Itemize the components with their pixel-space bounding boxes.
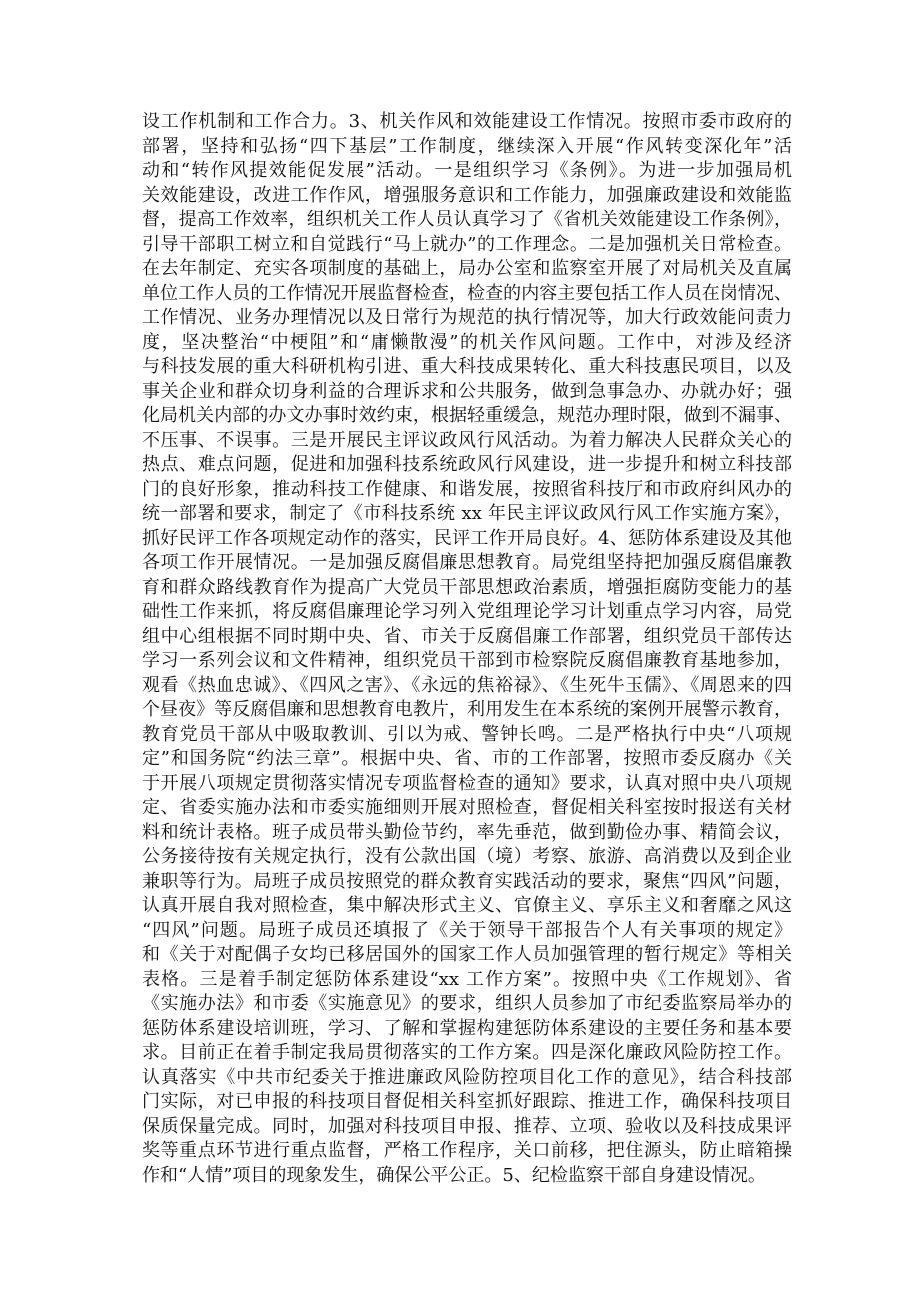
text-line: 度，坚决整治“中梗阻”和“庸懒散漫”的机关作风问题。工作中，对涉及经济: [142, 331, 792, 353]
text-line: 化局机关内部的办文办事时效约束，根据轻重缓急，规范办理时限，做到不漏事、: [142, 405, 792, 426]
text-line: 和《关于对配偶子女均已移居国外的国家工作人员加强管理的暂行规定》等相关: [142, 944, 792, 965]
text-line: 动和“转作风提效能促发展”活动。一是组织学习《条例》。为进一步加强局机: [142, 160, 792, 181]
text-line: 个昼夜》等反腐倡廉和思想教育电教片，利用发生在本系统的案例开展警示教育，: [142, 699, 792, 720]
text-line: “四风”问题。局班子成员还填报了《关于领导干部报告个人有关事项的规定》: [142, 919, 792, 941]
text-line: 门实际，对已申报的科技项目督促相关科室抓好跟踪、推进工作，确保科技项目: [142, 1091, 792, 1112]
text-line: 育和群众路线教育作为提高广大党员干部思想政治素质，增强拒腐防变能力的基: [142, 576, 792, 598]
text-line: 于开展八项规定贯彻落实情况专项监督检查的通知》要求，认真对照中央八项规: [142, 772, 792, 794]
text-line: 教育党员干部从中吸取教训、引以为戒、警钟长鸣。二是严格执行中央“八项规: [142, 723, 792, 745]
text-line: 与科技发展的重大科研机构引进、重大科技成果转化、重大科技惠民项目，以及: [142, 356, 792, 377]
text-line: 单位工作人员的工作情况开展监督检查，检查的内容主要包括工作人员在岗情况、: [142, 282, 792, 304]
text-line: 公务接待按有关规定执行，没有公款出国（境）考察、旅游、高消费以及到企业: [142, 846, 792, 867]
text-line: 认真落实《中共市纪委关于推进廉政风险防控项目化工作的意见》，结合科技部: [142, 1066, 792, 1088]
text-line: 观看《热血忠诚》、《四风之害》、《永远的焦裕禄》、《生死牛玉儒》、《周恩来的四: [142, 674, 792, 696]
text-line: 在去年制定、充实各项制度的基础上，局办公室和监察室开展了对局机关及直属: [142, 258, 792, 279]
text-line: 设工作机制和工作合力。3、机关作风和效能建设工作情况。按照市委市政府的: [142, 111, 792, 132]
text-line: 督，提高工作效率，组织机关工作人员认真学习了《省机关效能建设工作条例》，: [142, 209, 792, 230]
text-line: 惩防体系建设培训班，学习、了解和掌握构建惩防体系建设的主要任务和基本要: [142, 1017, 792, 1039]
text-line: 求。目前正在着手制定我局贯彻落实的工作方案。四是深化廉政风险防控工作。: [142, 1042, 792, 1063]
text-line: 引导干部职工树立和自觉践行“马上就办”的工作理念。二是加强机关日常检查。: [142, 233, 792, 255]
text-line: 保质保量完成。同时，加强对科技项目申报、推荐、立项、验收以及科技成果评: [142, 1115, 792, 1137]
document-body: [142, 110, 792, 1188]
text-line: 部署，坚持和弘扬“四下基层”工作制度，继续深入开展“作风转变深化年”活: [142, 135, 792, 157]
text-line: 作和“人情”项目的现象发生，确保公平公正。5、纪检监察干部自身建设情况。: [142, 1164, 766, 1186]
text-line: 兼职等行为。局班子成员按照党的群众教育实践活动的要求，聚焦“四风”问题，: [142, 870, 792, 892]
text-line: 组中心组根据不同时期中央、省、市关于反腐倡廉工作部署，组织党员干部传达: [142, 625, 792, 647]
text-line: 门的良好形象，推动科技工作健康、和谐发展，按照省科技厅和市政府纠风办的: [142, 478, 792, 500]
text-line: 础性工作来抓，将反腐倡廉理论学习列入党组理论学习计划重点学习内容，局党: [142, 601, 792, 622]
text-line: 定、省委实施办法和市委实施细则开展对照检查，督促相关科室按时报送有关材: [142, 797, 792, 818]
text-line: 工作情况、业务办理情况以及日常行为规范的执行情况等，加大行政效能问责力: [142, 307, 792, 328]
text-line: 抓好民评工作各项规定动作的落实，民评工作开局良好。4、惩防体系建设及其他: [142, 527, 792, 549]
text-line: 《实施办法》和市委《实施意见》的要求，组织人员参加了市纪委监察局举办的: [142, 993, 792, 1014]
text-line: 事关企业和群众切身利益的合理诉求和公共服务，做到急事急办、办就办好；强: [142, 380, 792, 402]
text-line: 热点、难点问题，促进和加强科技系统政风行风建设，进一步提升和树立科技部: [142, 454, 792, 475]
text-line: 统一部署和要求，制定了《市科技系统 xx 年民主评议政风行风工作实施方案》，: [142, 503, 792, 524]
text-line: 不压事、不误事。三是开展民主评议政风行风活动。为着力解决人民群众关心的: [142, 429, 792, 451]
text-line: 关效能建设，改进工作作风，增强服务意识和工作能力，加强廉政建设和效能监: [142, 184, 792, 206]
text-line: 奖等重点环节进行重点监督，严格工作程序，关口前移，把住源头，防止暗箱操: [142, 1140, 792, 1161]
text-line: 定”和国务院“约法三章”。根据中央、省、市的工作部署，按照市委反腐办《关: [142, 748, 792, 769]
text-line: 料和统计表格。班子成员带头勤俭节约，率先垂范，做到勤俭办事、精简会议，: [142, 821, 792, 843]
text-line: 认真开展自我对照检查，集中解决形式主义、官僚主义、享乐主义和奢靡之风这: [142, 895, 792, 916]
text-line: 各项工作开展情况。一是加强反腐倡廉思想教育。局党组坚持把加强反腐倡廉教: [142, 552, 792, 573]
text-line: 学习一系列会议和文件精神，组织党员干部到市检察院反腐倡廉教育基地参加，: [142, 650, 792, 671]
text-line: 表格。三是着手制定惩防体系建设“xx 工作方案”。按照中央《工作规划》、省: [142, 968, 792, 990]
